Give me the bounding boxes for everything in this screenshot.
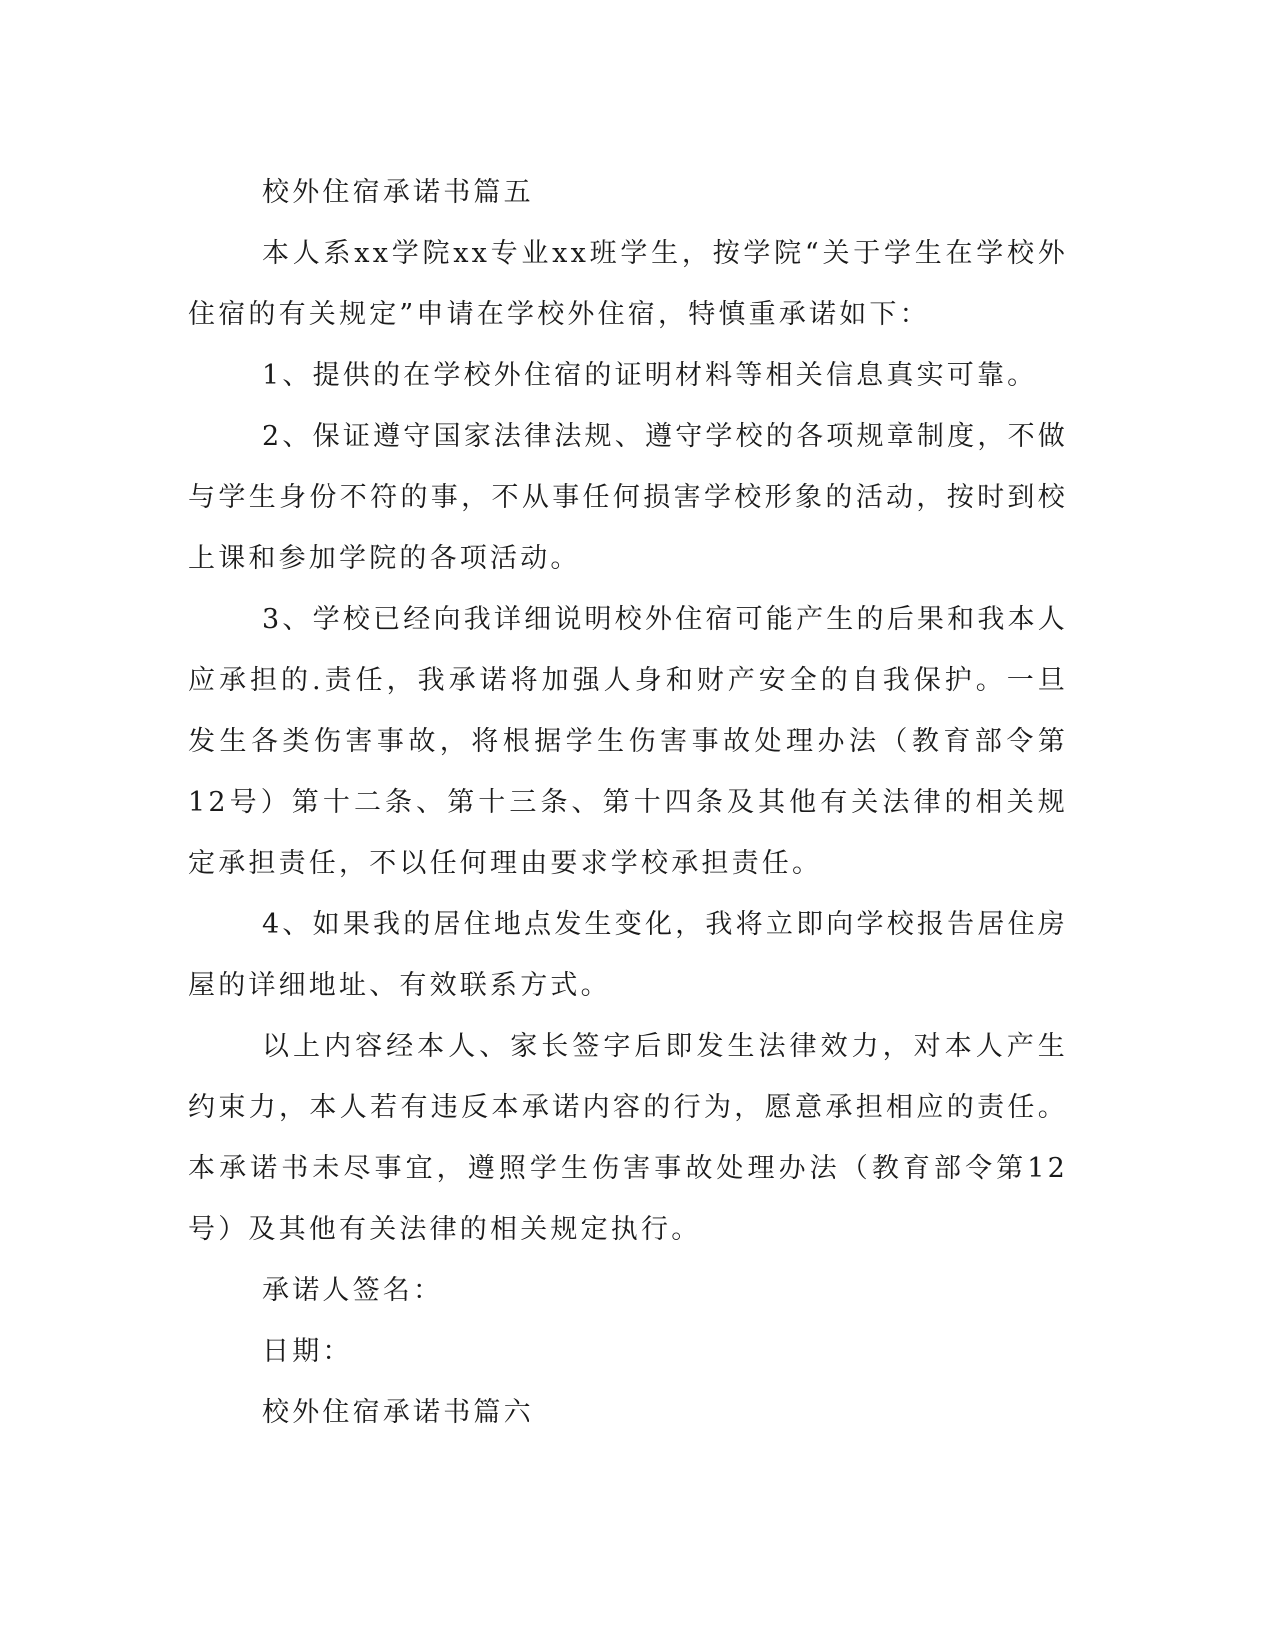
clause-1: 1、提供的在学校外住宿的证明材料等相关信息真实可靠。 [262, 360, 1038, 391]
intro-paragraph: 本人系xx学院xx专业xx班学生，按学院“关于学生在学校外住宿的有关规定”申请在学校外住宿，特慎重承诺如下： [188, 238, 1068, 330]
clause-3: 3、学校已经向我详细说明校外住宿可能产生的后果和我本人应承担的.责任，我承诺将加强人身和财产安全的自我保护。一旦发生各类伤害事故，将根据学生伤害事故处理办法（教育部令第12号）第十二条、第十三条、第十四条及其他有关法律的相关规定承担责任，不以任何理由要求学校承担责任。 [188, 604, 1068, 879]
signature-label: 承诺人签名： [262, 1275, 444, 1306]
closing-paragraph: 以上内容经本人、家长签字后即发生法律效力，对本人产生约束力，本人若有违反本承诺内容的行为，愿意承担相应的责任。本承诺书未尽事宜，遵照学生伤害事故处理办法（教育部令第12号）及其他有关法律的相关规定执行。 [188, 1031, 1068, 1245]
document-body [188, 162, 1068, 1443]
clause-4: 4、如果我的居住地点发生变化，我将立即向学校报告居住房屋的详细地址、有效联系方式。 [188, 909, 1068, 1001]
next-section-heading: 校外住宿承诺书篇六 [262, 1397, 534, 1428]
clause-2: 2、保证遵守国家法律法规、遵守学校的各项规章制度，不做与学生身份不符的事，不从事任何损害学校形象的活动，按时到校上课和参加学院的各项活动。 [188, 421, 1068, 574]
section-heading: 校外住宿承诺书篇五 [262, 177, 534, 208]
date-label: 日期： [262, 1336, 353, 1367]
